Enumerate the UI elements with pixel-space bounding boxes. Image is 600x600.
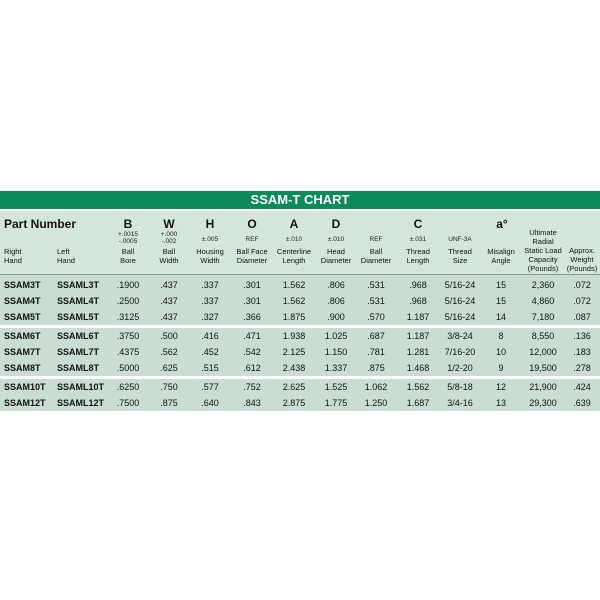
table-cell: 5/16-24 — [444, 296, 476, 306]
col-letter-a: A — [289, 217, 299, 231]
table-cell: 14 — [495, 312, 506, 322]
col-label-centerline-length: Centerline Length — [276, 247, 312, 265]
table-cell: 3/4-16 — [447, 398, 473, 408]
table-cell: 1.562 — [282, 280, 306, 290]
table-cell: .531 — [367, 296, 385, 306]
table-row — [0, 277, 600, 293]
table-cell: 3/8-24 — [447, 331, 473, 341]
table-cell: .5000 — [116, 363, 140, 373]
col-label-left-hand: Left Hand — [57, 247, 75, 265]
table-cell: .687 — [367, 331, 385, 341]
table-cell: SSAML5T — [57, 312, 100, 322]
col-tol-a: ±.010 — [285, 236, 303, 243]
col-tol-w-text: +.000 — [160, 231, 178, 238]
table-cell: 1.062 — [364, 382, 388, 392]
table-cell: .6250 — [116, 382, 140, 392]
table-cell: 1.562 — [282, 296, 306, 306]
table-row — [0, 395, 600, 411]
table-cell: 1.875 — [282, 312, 306, 322]
table-cell: SSAML10T — [57, 382, 105, 392]
col-label-ball-bore: Ball Bore — [120, 247, 136, 265]
table-cell: .577 — [201, 382, 219, 392]
col-letter-h: H — [205, 217, 215, 231]
table-cell: .072 — [573, 296, 591, 306]
table-cell: 7,180 — [531, 312, 555, 322]
table-cell: 7/16-20 — [444, 347, 476, 357]
table-cell: .3125 — [116, 312, 140, 322]
table-cell: .900 — [327, 312, 345, 322]
table-cell: 1.337 — [324, 363, 348, 373]
table-row — [0, 360, 600, 376]
table-cell: .625 — [160, 363, 178, 373]
table-cell: .452 — [201, 347, 219, 357]
table-cell: .072 — [573, 280, 591, 290]
table-cell: .542 — [243, 347, 261, 357]
table-cell: .500 — [160, 331, 178, 341]
table-cell: 1.187 — [406, 312, 430, 322]
table-cell: .471 — [243, 331, 261, 341]
table-cell: .087 — [573, 312, 591, 322]
table-cell: .337 — [201, 280, 219, 290]
table-cell: 1.187 — [406, 331, 430, 341]
table-cell: SSAML12T — [57, 398, 105, 408]
table-cell: 10 — [495, 347, 506, 357]
table-cell: SSAML6T — [57, 331, 100, 341]
table-cell: SSAML7T — [57, 347, 100, 357]
table-cell: 29,300 — [529, 398, 557, 408]
table-cell: 8,550 — [531, 331, 555, 341]
table-cell: 1.562 — [406, 382, 430, 392]
table-cell: 5/16-24 — [444, 312, 476, 322]
table-cell: 5/8-18 — [447, 382, 473, 392]
col-label-housing-width: Housing Width — [196, 247, 224, 265]
table-cell: SSAML3T — [57, 280, 100, 290]
table-cell: .968 — [409, 280, 427, 290]
table-cell: 1.775 — [324, 398, 348, 408]
col-tol-b-text: +.0015 — [117, 231, 139, 238]
table-cell: .4375 — [116, 347, 140, 357]
table-cell: .612 — [243, 363, 261, 373]
col-tol-c: ±.031 — [409, 236, 427, 243]
col-tol-w-text2: -.002 — [161, 238, 177, 245]
table-cell: SSAM7T — [4, 347, 41, 357]
col-tol-b-text2: -.0005 — [118, 238, 138, 245]
col-label-thread-length: Thread Length — [406, 247, 430, 265]
col-label-ball-dia: Ball Diameter — [360, 247, 392, 265]
table-cell: SSAM4T — [4, 296, 41, 306]
table-cell: .337 — [201, 296, 219, 306]
col-tol-ball-dia: REF — [369, 236, 383, 243]
table-cell: 1.938 — [282, 331, 306, 341]
col-label-weight: Approx. Weight (Pounds) — [566, 246, 598, 273]
table-cell: 12,000 — [529, 347, 557, 357]
table-cell: 19,500 — [529, 363, 557, 373]
table-cell: 1.468 — [406, 363, 430, 373]
header-rule — [0, 274, 600, 275]
table-cell: .968 — [409, 296, 427, 306]
table-cell: 2,360 — [531, 280, 555, 290]
table-cell: .875 — [367, 363, 385, 373]
table-cell: SSAM5T — [4, 312, 41, 322]
table-cell: .278 — [573, 363, 591, 373]
col-label-ultimate: Ultimate Radial Static Load Capacity (Pounds) — [524, 228, 562, 273]
table-cell: 9 — [498, 363, 504, 373]
table-cell: .7500 — [116, 398, 140, 408]
table-row — [0, 379, 600, 395]
table-cell: 1.687 — [406, 398, 430, 408]
table-cell: 2.625 — [282, 382, 306, 392]
col-tol-d: ±.010 — [327, 236, 345, 243]
table-cell: .424 — [573, 382, 591, 392]
table-cell: .3750 — [116, 331, 140, 341]
col-tol-h: ±.005 — [201, 236, 219, 243]
table-cell: .136 — [573, 331, 591, 341]
col-label-head-dia: Head Diameter — [320, 247, 352, 265]
table-cell: .366 — [243, 312, 261, 322]
table-cell: .437 — [160, 312, 178, 322]
table-cell: .2500 — [116, 296, 140, 306]
table-cell: SSAM3T — [4, 280, 41, 290]
table-cell: .806 — [327, 280, 345, 290]
table-cell: 4,860 — [531, 296, 555, 306]
table-cell: SSAM12T — [4, 398, 46, 408]
table-row — [0, 309, 600, 325]
table-cell: .806 — [327, 296, 345, 306]
table-cell: .437 — [160, 280, 178, 290]
table-row — [0, 328, 600, 344]
table-cell: .639 — [573, 398, 591, 408]
table-cell: .570 — [367, 312, 385, 322]
table-cell: .750 — [160, 382, 178, 392]
table-cell: .301 — [243, 296, 261, 306]
table-cell: .1900 — [116, 280, 140, 290]
table-cell: 5/16-24 — [444, 280, 476, 290]
col-label-ball-width: Ball Width — [159, 247, 179, 265]
table-cell: .562 — [160, 347, 178, 357]
table-cell: SSAM6T — [4, 331, 41, 341]
col-label-right-hand: Right Hand — [4, 247, 22, 265]
table-cell: .515 — [201, 363, 219, 373]
col-letter-d: D — [331, 217, 341, 231]
col-label-misalign-angle: Misalign Angle — [487, 247, 515, 265]
col-letter-c: C — [413, 217, 423, 231]
col-label-thread-size: Thread Size — [448, 247, 472, 265]
table-cell: 2.438 — [282, 363, 306, 373]
table-header — [0, 211, 600, 274]
col-letter-alpha: a° — [496, 217, 508, 231]
table-cell: 13 — [495, 398, 506, 408]
part-number-heading: Part Number — [4, 217, 77, 231]
table-cell: 15 — [495, 296, 506, 306]
table-cell: 1.150 — [324, 347, 348, 357]
table-cell: .327 — [201, 312, 219, 322]
table-cell: .416 — [201, 331, 219, 341]
table-cell: .183 — [573, 347, 591, 357]
table-cell: .437 — [160, 296, 178, 306]
table-cell: 21,900 — [529, 382, 557, 392]
table-cell: 2.125 — [282, 347, 306, 357]
col-letter-w: W — [163, 217, 175, 231]
table-cell: .531 — [367, 280, 385, 290]
table-cell: 1.525 — [324, 382, 348, 392]
table-row — [0, 344, 600, 360]
col-tol-b — [110, 231, 146, 245]
table-cell: .843 — [243, 398, 261, 408]
table-cell: SSAML8T — [57, 363, 100, 373]
table-cell: 1.025 — [324, 331, 348, 341]
table-cell: 1/2-20 — [447, 363, 473, 373]
table-cell: SSAML4T — [57, 296, 100, 306]
col-tol-thread: UNF-3A — [448, 236, 472, 243]
ssam-t-chart — [0, 191, 600, 411]
col-letter-o: O — [247, 217, 257, 231]
col-tol-w — [151, 231, 187, 245]
col-letter-b: B — [123, 217, 133, 231]
table-cell: 15 — [495, 280, 506, 290]
table-cell: .875 — [160, 398, 178, 408]
table-row — [0, 293, 600, 309]
table-cell: 1.250 — [364, 398, 388, 408]
chart-title: SSAM-T CHART — [0, 191, 600, 209]
table-cell: 2.875 — [282, 398, 306, 408]
table-cell: .781 — [367, 347, 385, 357]
table-cell: .301 — [243, 280, 261, 290]
col-tol-o: REF — [245, 236, 259, 243]
col-label-ball-face-dia: Ball Face Diameter — [236, 247, 268, 265]
table-cell: SSAM10T — [4, 382, 46, 392]
table-cell: 1.281 — [406, 347, 430, 357]
table-cell: 8 — [498, 331, 504, 341]
table-cell: .640 — [201, 398, 219, 408]
table-cell: SSAM8T — [4, 363, 41, 373]
table-cell: .752 — [243, 382, 261, 392]
table-cell: 12 — [495, 382, 506, 392]
